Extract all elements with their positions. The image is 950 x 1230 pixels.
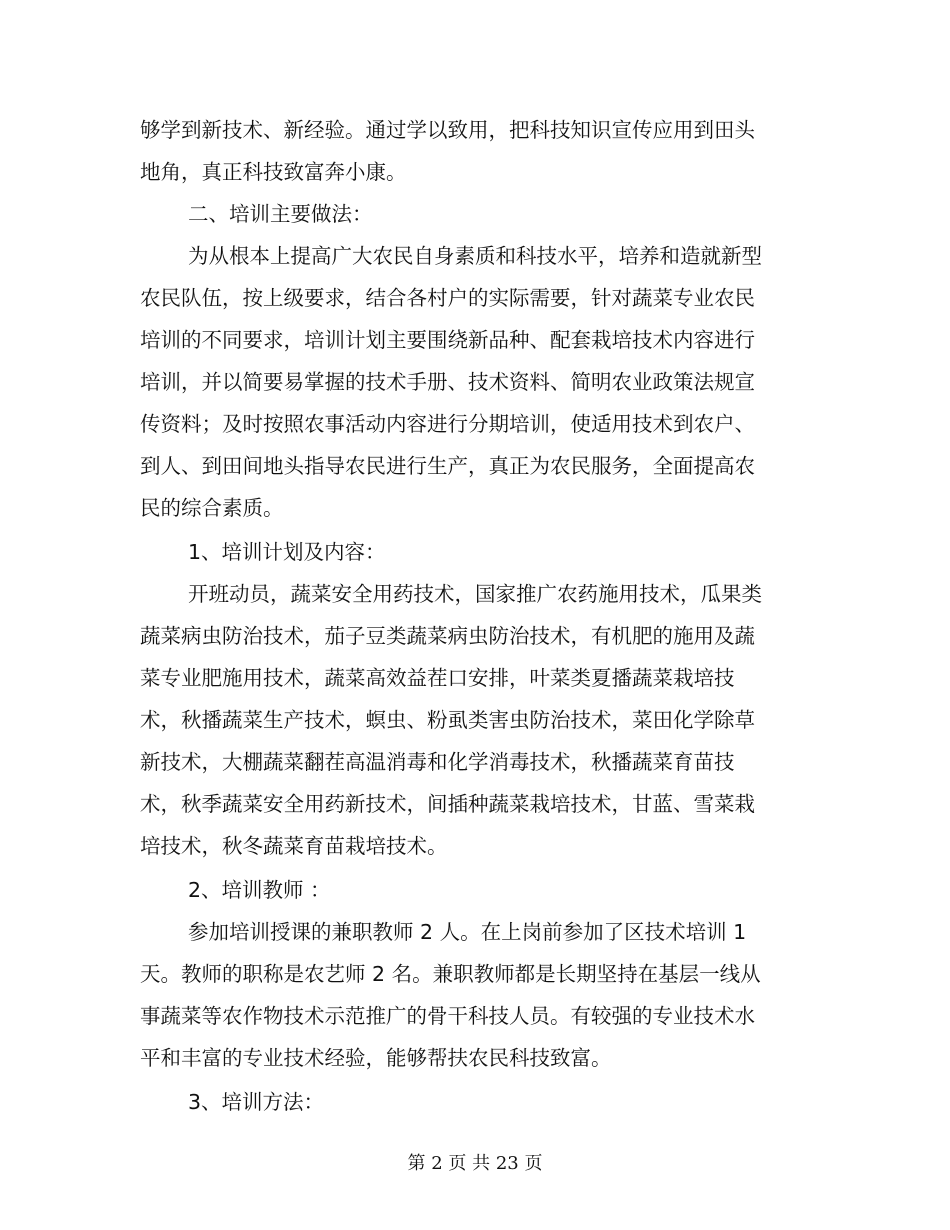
subsection-heading: 1、培训计划及内容： [188, 540, 386, 564]
body-text-line: 农民队伍，按上级要求，结合各村户的实际需要，针对蔬菜专业农民 [140, 286, 755, 310]
body-text-line: 到人、到田间地头指导农民进行生产，真正为农民服务，全面提高农 [140, 454, 755, 478]
body-text-line: 培训，并以简要易掌握的技术手册、技术资料、简明农业政策法规宣 [140, 370, 755, 394]
body-text-line: 天。教师的职称是农艺师 2 名。兼职教师都是长期坚持在基层一线从 [140, 962, 761, 986]
body-text-line: 术，秋播蔬菜生产技术，螟虫、粉虱类害虫防治技术，菜田化学除草 [140, 708, 755, 732]
body-text-line: 参加培训授课的兼职教师 2 人。在上岗前参加了区技术培训 1 [188, 920, 747, 944]
body-text-line: 民的综合素质。 [140, 496, 284, 520]
body-text-line: 菜专业肥施用技术，蔬菜高效益茬口安排，叶菜类夏播蔬菜栽培技 [140, 666, 735, 690]
body-text-line: 地角，真正科技致富奔小康。 [140, 160, 407, 184]
subsection-heading: 2、培训教师 ： [188, 878, 331, 902]
body-text-line: 蔬菜病虫防治技术，茄子豆类蔬菜病虫防治技术，有机肥的施用及蔬 [140, 624, 755, 648]
body-text-line: 够学到新技术、新经验。通过学以致用，把科技知识宣传应用到田头 [140, 118, 755, 142]
body-text-line: 培训的不同要求，培训计划主要围绕新品种、配套栽培技术内容进行 [140, 328, 755, 352]
body-text-line: 为从根本上提高广大农民自身素质和科技水平，培养和造就新型 [188, 244, 762, 268]
subsection-heading: 3、培训方法： [188, 1090, 325, 1114]
body-text-line: 术，秋季蔬菜安全用药新技术，间插种蔬菜栽培技术，甘蓝、雪菜栽 [140, 792, 755, 816]
section-heading: 二、培训主要做法： [188, 202, 373, 226]
body-text-line: 新技术，大棚蔬菜翻茬高温消毒和化学消毒技术，秋播蔬菜育苗技 [140, 750, 735, 774]
body-text-line: 平和丰富的专业技术经验，能够帮扶农民科技致富。 [140, 1046, 612, 1070]
body-text-line: 事蔬菜等农作物技术示范推广的骨干科技人员。有较强的专业技术水 [140, 1004, 755, 1028]
body-text-line: 开班动员，蔬菜安全用药技术，国家推广农药施用技术，瓜果类 [188, 582, 762, 606]
body-text-line: 传资料；及时按照农事活动内容进行分期培训，使适用技术到农户、 [140, 412, 755, 436]
body-text-line: 培技术，秋冬蔬菜育苗栽培技术。 [140, 834, 448, 858]
page-number-footer: 第 2 页 共 23 页 [407, 1153, 543, 1174]
